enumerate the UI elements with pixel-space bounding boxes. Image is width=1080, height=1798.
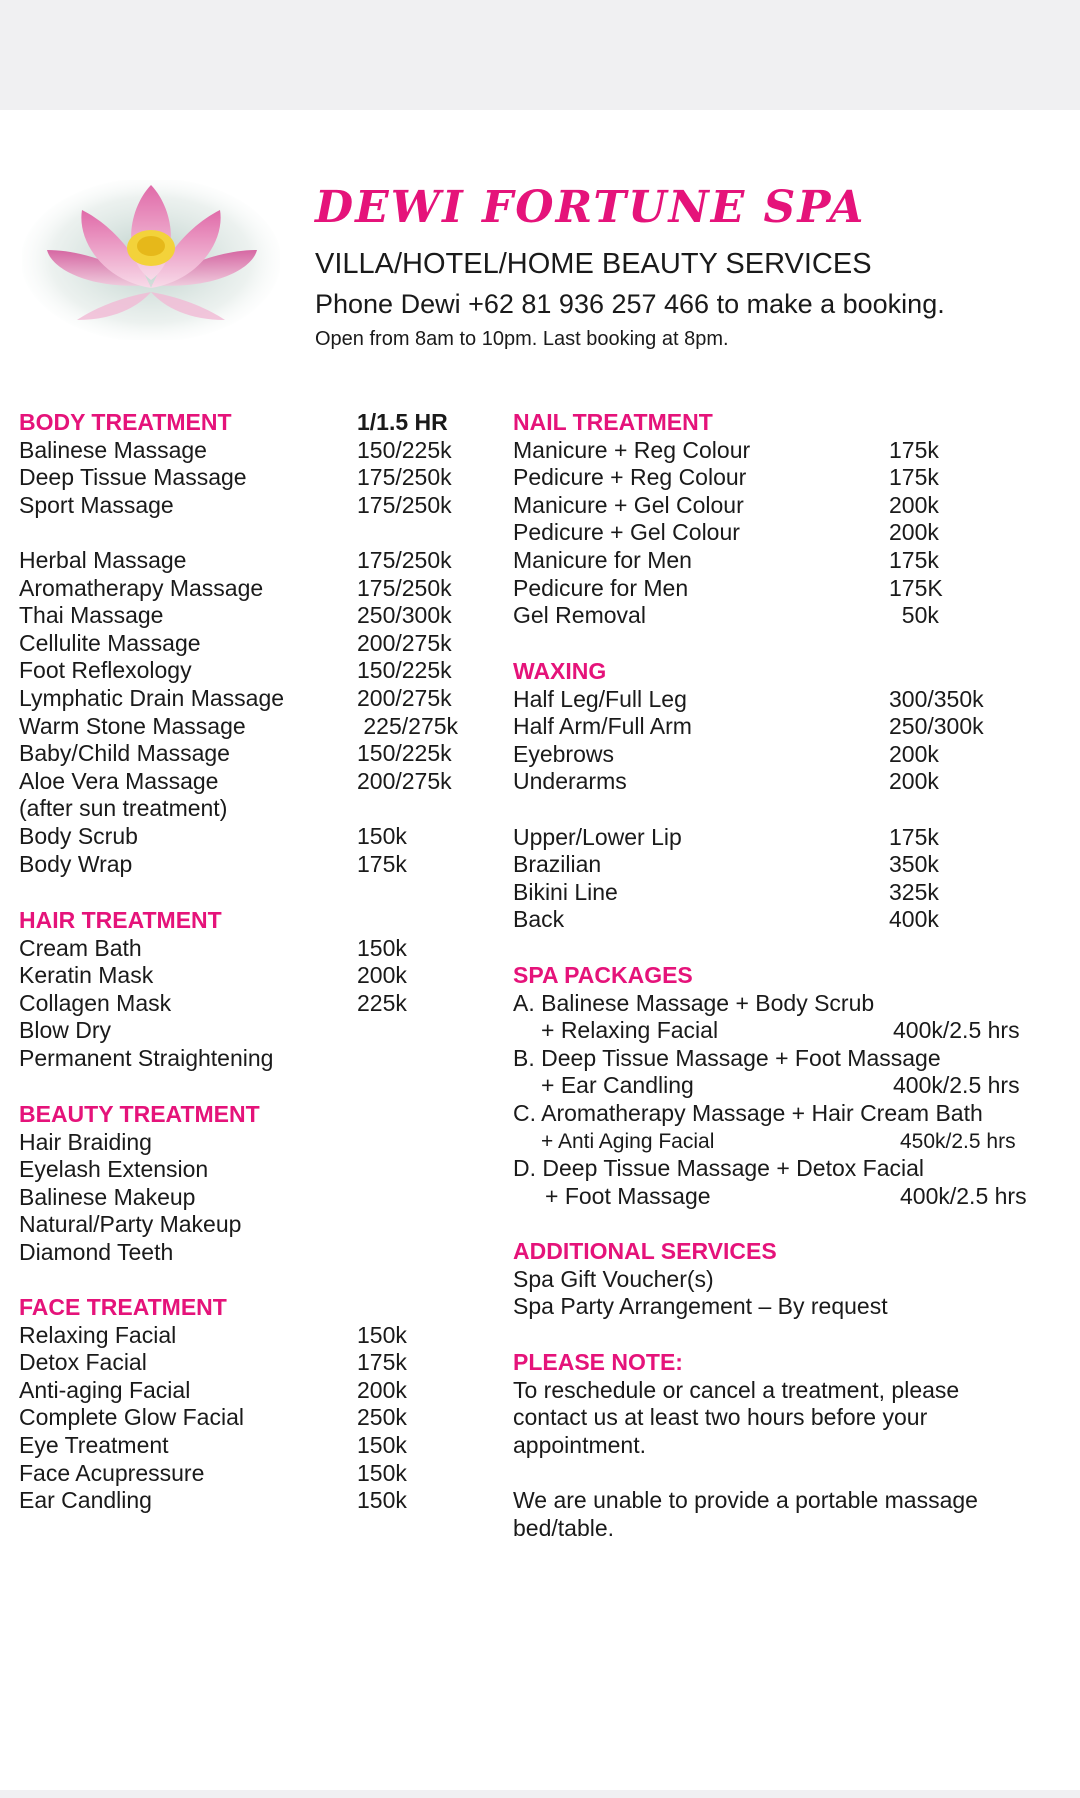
list-item: Underarms 200k [513, 768, 939, 795]
package-item-detail: + Foot Massage 400k/2.5 hrs [545, 1182, 1027, 1209]
list-item: Warm Stone Massage 225/275k [19, 712, 459, 739]
list-item: Permanent Straightening [19, 1044, 274, 1071]
list-item: Aromatherapy Massage 175/250k [19, 574, 452, 601]
list-item: (after sun treatment) [19, 795, 228, 822]
section-heading: NAIL TREATMENT [513, 409, 713, 435]
list-item: Deep Tissue Massage 175/250k [19, 464, 452, 491]
list-item: Complete Glow Facial 250k [19, 1404, 407, 1431]
bottom-bar [0, 1790, 1080, 1798]
section-heading: ADDITIONAL SERVICES [513, 1238, 777, 1264]
list-item: Detox Facial 175k [19, 1349, 407, 1376]
list-item: Herbal Massage 175/250k [19, 546, 452, 573]
package-item-detail: + Ear Candling 400k/2.5 hrs [541, 1072, 1020, 1099]
list-item: Natural/Party Makeup [19, 1211, 242, 1238]
section-heading: SPA PACKAGES [513, 962, 693, 988]
list-item: Cream Bath 150k [19, 934, 407, 961]
duration-header: 1/1.5 HR [357, 409, 448, 435]
please-note-section [513, 1349, 1058, 1542]
list-item: Manicure + Gel Colour 200k [513, 491, 939, 518]
package-item-detail: + Anti Aging Facial 450k/2.5 hrs [541, 1129, 1016, 1153]
lotus-flower-icon [22, 180, 280, 340]
section-heading: FACE TREATMENT [19, 1294, 227, 1320]
package-item-detail: + Relaxing Facial 400k/2.5 hrs [541, 1017, 1020, 1044]
list-item: Spa Party Arrangement – By request [513, 1293, 888, 1320]
list-item: Eyelash Extension [19, 1156, 209, 1183]
list-item: Manicure + Reg Colour 175k [513, 436, 939, 463]
top-bar [0, 0, 1080, 110]
list-item: Relaxing Facial 150k [19, 1321, 407, 1348]
list-item: Bikini Line 325k [513, 878, 939, 905]
list-item: Half Arm/Full Arm 250/300k [513, 713, 984, 740]
list-item: Sport Massage 175/250k [19, 491, 452, 518]
section-heading: PLEASE NOTE: [513, 1349, 683, 1375]
list-item: Aloe Vera Massage 200/275k [19, 767, 452, 794]
list-item: Pedicure + Gel Colour 200k [513, 519, 939, 546]
list-item: Blow Dry [19, 1017, 112, 1044]
list-item: Pedicure + Reg Colour 175k [513, 464, 939, 491]
list-item: Cellulite Massage 200/275k [19, 629, 452, 656]
list-item: Hair Braiding [19, 1128, 152, 1155]
list-item: Diamond Teeth [19, 1238, 174, 1265]
list-item: Thai Massage 250/300k [19, 602, 452, 629]
package-item: C. Aromatherapy Massage + Hair Cream Bath [513, 1099, 983, 1126]
nail-treatment-section [513, 409, 1058, 630]
services-subtitle: VILLA/HOTEL/HOME BEAUTY SERVICES [315, 248, 872, 280]
hair-treatment-section [19, 907, 499, 1073]
spa-title: DEWI FORTUNE SPA [315, 182, 866, 233]
list-item: Balinese Massage 150/225k [19, 436, 452, 463]
section-heading: WAXING [513, 658, 607, 684]
booking-phone: Phone Dewi +62 81 936 257 466 to make a booking. [315, 289, 945, 319]
list-item: Pedicure for Men 175K [513, 574, 943, 601]
list-item: Body Wrap 175k [19, 850, 407, 877]
package-item: D. Deep Tissue Massage + Detox Facial [513, 1155, 924, 1182]
list-item: Foot Reflexology 150/225k [19, 657, 452, 684]
face-treatment-section [19, 1294, 499, 1515]
list-item: Half Leg/Full Leg 300/350k [513, 685, 984, 712]
section-heading: BEAUTY TREATMENT [19, 1101, 260, 1127]
list-item: Face Acupressure 150k [19, 1459, 407, 1486]
section-heading: HAIR TREATMENT [19, 907, 222, 933]
list-item: Manicure for Men 175k [513, 546, 939, 573]
list-item: Lymphatic Drain Massage 200/275k [19, 684, 452, 711]
package-item: B. Deep Tissue Massage + Foot Massage [513, 1044, 941, 1071]
list-item: Keratin Mask 200k [19, 962, 407, 989]
list-item: Gel Removal 50k [513, 602, 939, 629]
body-treatment-section [19, 409, 499, 878]
list-item: Spa Gift Voucher(s) [513, 1265, 714, 1292]
list-item: Collagen Mask 225k [19, 989, 407, 1016]
additional-services-section [513, 1238, 1058, 1321]
list-item: Body Scrub 150k [19, 822, 407, 849]
massage-bed-note: We are unable to provide a portable massage bed/table. [513, 1486, 978, 1541]
waxing-section [513, 658, 1058, 934]
list-item: Eye Treatment 150k [19, 1431, 407, 1458]
list-item: Ear Candling 150k [19, 1487, 407, 1514]
list-item: Upper/Lower Lip 175k [513, 823, 939, 850]
list-item: Balinese Makeup [19, 1183, 196, 1210]
list-item: Back 400k [513, 906, 939, 933]
list-item: Eyebrows 200k [513, 740, 939, 767]
spa-packages-section [513, 962, 1058, 1210]
package-item: A. Balinese Massage + Body Scrub [513, 989, 875, 1016]
beauty-treatment-section [19, 1101, 499, 1267]
list-item: Brazilian 350k [513, 851, 939, 878]
opening-hours: Open from 8am to 10pm. Last booking at 8pm. [315, 328, 729, 350]
reschedule-note: To reschedule or cancel a treatment, please contact us at least two hours before your appointment. [513, 1376, 960, 1458]
section-heading: BODY TREATMENT [19, 409, 232, 435]
list-item: Baby/Child Massage 150/225k [19, 740, 452, 767]
list-item: Anti-aging Facial 200k [19, 1376, 407, 1403]
